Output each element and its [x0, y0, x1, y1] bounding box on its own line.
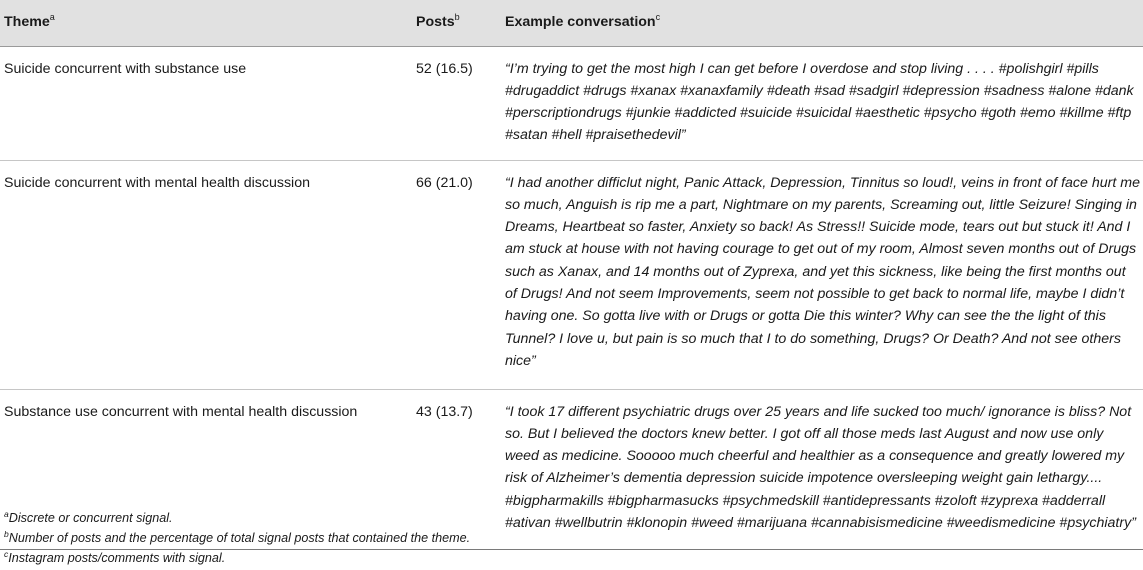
header-theme: [0, 0, 412, 46]
posts-cell: 43 (13.7): [412, 389, 501, 549]
footnote: [4, 548, 470, 568]
header-note-mark: b: [454, 12, 460, 22]
theme-cell: Suicide concurrent with mental health discussion: [0, 160, 412, 389]
header-label: Example conversation: [505, 14, 656, 30]
theme-cell: Suicide concurrent with substance use: [0, 46, 412, 160]
header-label: Posts: [416, 14, 455, 30]
footnote-mark: c: [4, 549, 9, 559]
footnote-text: Number of posts and the percentage of total signal posts that contained the theme.: [8, 531, 471, 545]
footnote-text: Discrete or concurrent signal.: [8, 511, 173, 525]
header-note-mark: c: [655, 12, 661, 22]
posts-cell: 66 (21.0): [412, 160, 501, 389]
footnote: [4, 528, 470, 548]
example-cell: “I’m trying to get the most high I can get before I overdose and stop living . . . . #polishgirl #pills #drugaddict #drugs #xanax #xanaxfamily #death #sad #sadgirl #depression #sadness #alone #dank #perscriptiondrugs #junkie #addicted #suicide #suicidal #aesthetic #psycho #goth #emo #killme #ftp #satan #hell #praisethedevil”: [501, 46, 1143, 160]
header-posts: [412, 0, 501, 46]
theme-cell: Substance use concurrent with mental health discussion: [0, 389, 412, 549]
footnote: [4, 508, 470, 528]
posts-cell: 52 (16.5): [412, 46, 501, 160]
example-cell: “I had another difficlut night, Panic Attack, Depression, Tinnitus so loud!, veins in front of face hurt me so much, Anguish is rip me a part, Nightmare on my parents, Screaming out, little Seizure! Singing in Dreams, Heartbeat so faster, Anxiety so back! As Stress!! Suicide mode, tears out but stuck it! And I am stuck at house with not having courage to get out of my room, Almost seven months out of Drugs such as Xanax, and 14 months out of Zyprexa, and yet this sickness, like being the first months out of Drugs! And not seem Improvements, seem not possible to get back to normal life, maybe I didn’t having one. So gotta live with or Drugs or gotta Die this winter? Why can see the the light of this Tunnel? I love u, but pain is so much that I to do something, Drugs? Or Death? And not see others nice”: [501, 160, 1143, 389]
table-row: [0, 46, 1143, 160]
example-cell: “I took 17 different psychiatric drugs over 25 years and life sucked too much/ ignorance is bliss? Not so. But I believed the doctors knew better. I got off all those meds last August and now use only weed as medicine. Sooooo much cheerful and healthier as a consequence and greatly lowered my risk of Alzheimer’s dementia depression suicide impotence oversleeping weight gain lethargy.... #bigpharmakills #bigpharmasucks #psychmedskill #antidepressants #zoloft #zyprexa #adderrall #ativan #wellbutrin #klonopin #weed #marijuana #cannabisismedicine #weedismedicine #psychiatry”: [501, 389, 1143, 549]
header-example-conversation: [501, 0, 1143, 46]
footnote-mark: b: [4, 529, 9, 539]
footnote-text: Instagram posts/comments with signal.: [8, 551, 226, 565]
footnote-mark: a: [4, 509, 9, 519]
header-label: Theme: [4, 14, 50, 30]
header-note-mark: a: [49, 12, 55, 22]
table-footnotes: [4, 508, 470, 568]
table-header-row: [0, 0, 1143, 46]
table-row: [0, 160, 1143, 389]
